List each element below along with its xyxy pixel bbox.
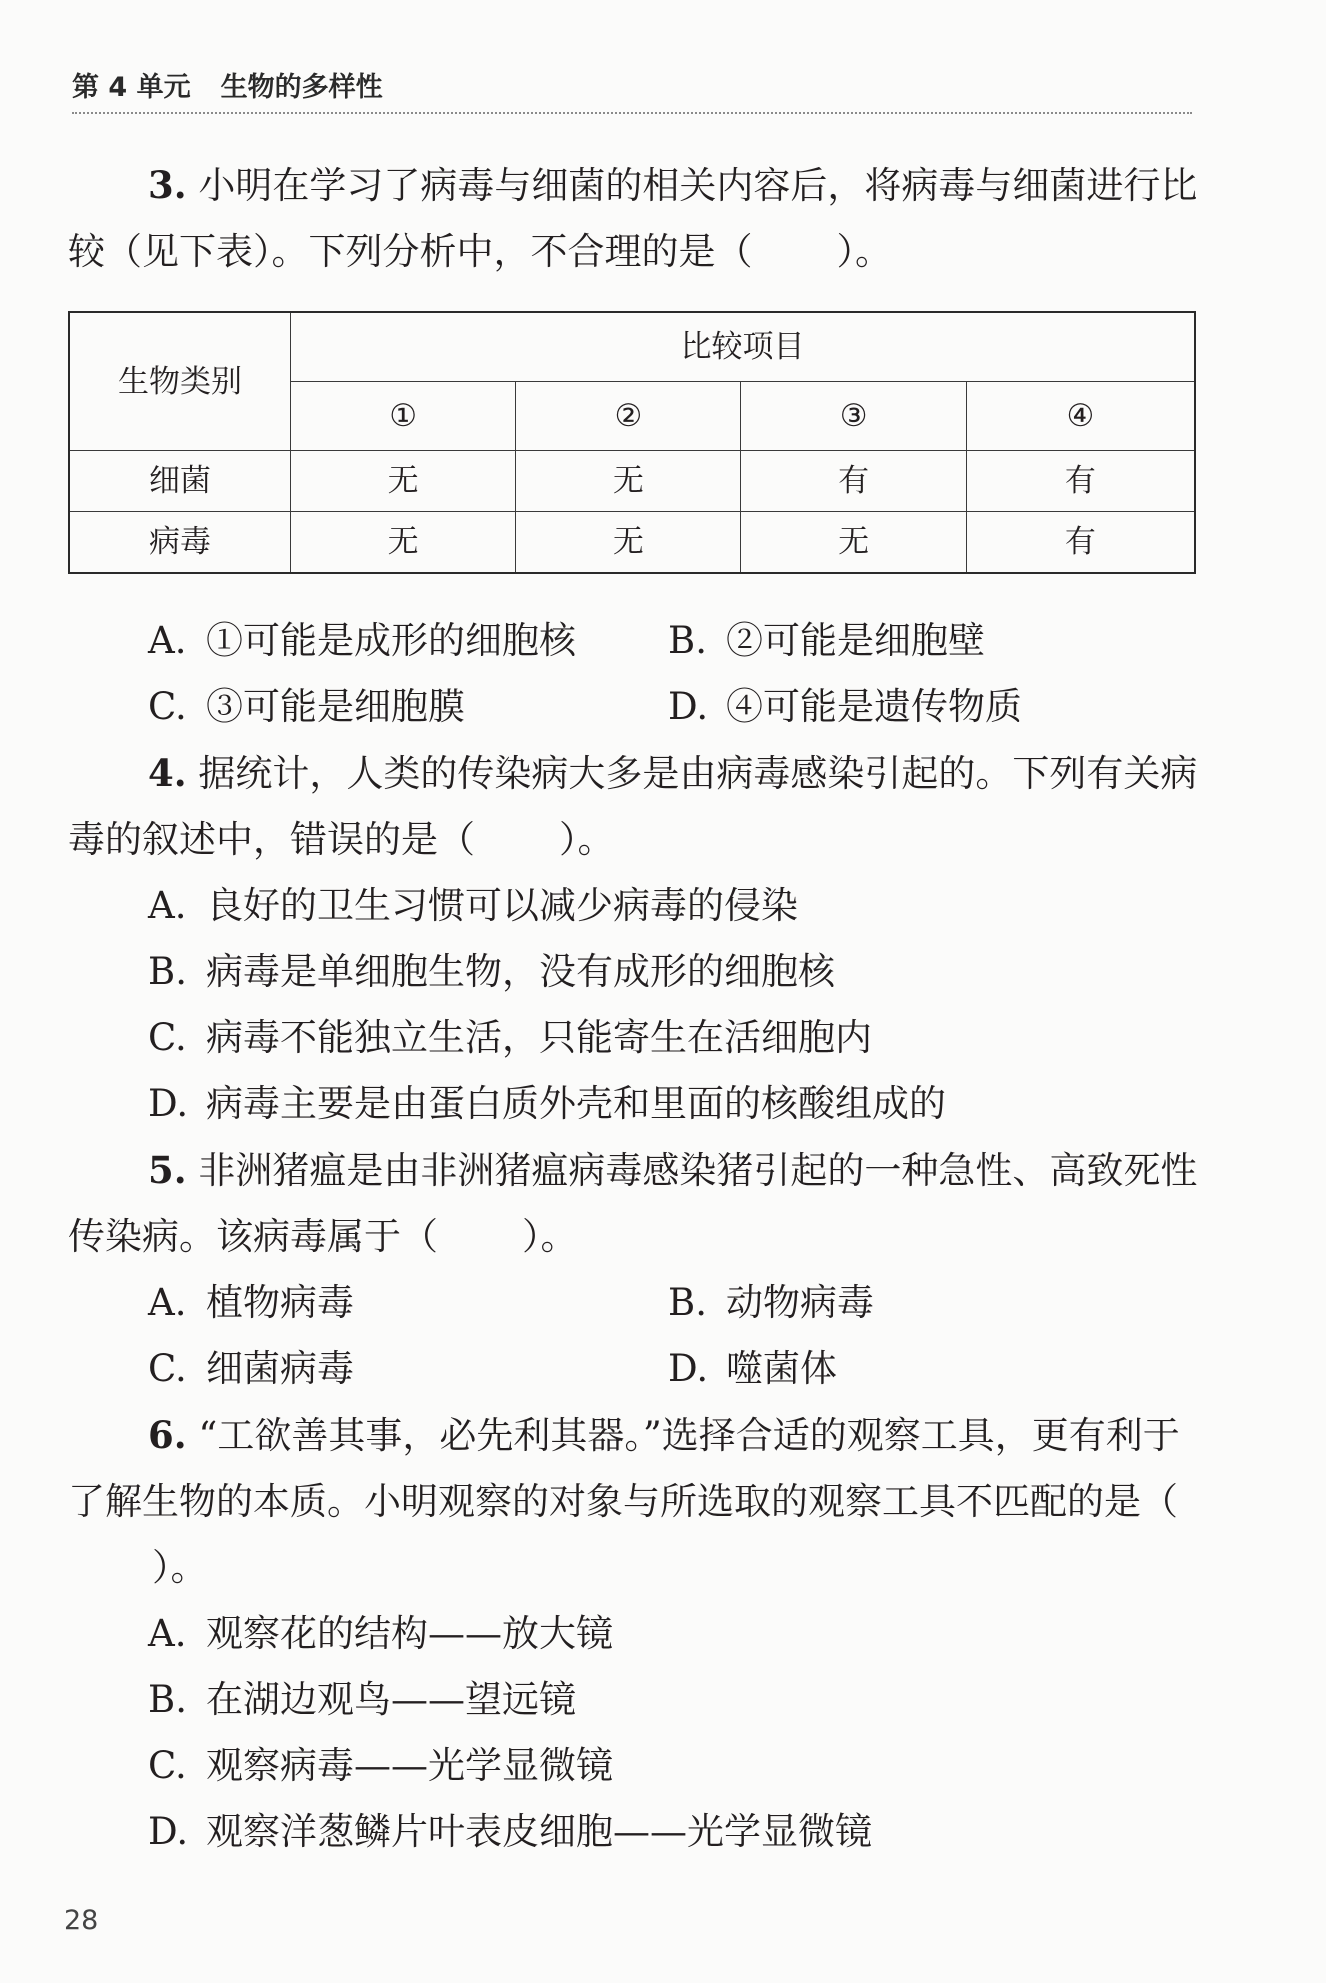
option-letter: A.: [148, 884, 187, 927]
option-letter: A.: [148, 1281, 187, 1324]
option-letter: C.: [148, 1016, 187, 1059]
row-label: 病毒: [69, 512, 291, 574]
option-text: 细菌病毒: [206, 1347, 354, 1390]
option-letter: A.: [148, 619, 187, 662]
table-col-2: ②: [516, 382, 741, 451]
option-b: [68, 939, 1198, 1005]
table-header-group: 比较项目: [291, 312, 1196, 382]
table-row: [69, 512, 1195, 574]
question-content: [68, 152, 1198, 1865]
option-text: 植物病毒: [206, 1281, 354, 1324]
table-cell: 无: [291, 512, 516, 574]
option-b: [668, 608, 1188, 674]
option-a: [68, 873, 1198, 939]
table-cell: 有: [741, 451, 966, 512]
option-letter: C.: [148, 685, 187, 728]
option-row: [68, 1336, 1198, 1402]
option-text: 观察花的结构——放大镜: [206, 1612, 613, 1655]
table-header-category: 生物类别: [69, 312, 291, 451]
question-number: 3.: [148, 163, 187, 207]
option-c: [68, 1733, 1198, 1799]
option-text: ②可能是细胞壁: [726, 619, 985, 662]
option-text: ③可能是细胞膜: [206, 685, 465, 728]
question-5-text: 非洲猪瘟是由非洲猪瘟病毒感染猪引起的一种急性、高致死性传染病。该病毒属于（: [68, 1149, 1198, 1258]
question-5-stem: [68, 1137, 1198, 1270]
table-col-1: ①: [291, 382, 516, 451]
unit-title: 生物的多样性: [220, 72, 383, 103]
question-4-text: 据统计，人类的传染病大多是由病毒感染引起的。下列有关病毒的叙述中，错误的是（: [68, 752, 1198, 861]
option-d: [668, 674, 1188, 740]
option-letter: D.: [148, 1082, 189, 1125]
option-d: [68, 1799, 1198, 1865]
unit-label: 第 4 单元: [72, 72, 191, 103]
option-letter: B.: [148, 1678, 187, 1721]
question-3-stem: [68, 152, 1198, 285]
option-text: 病毒是单细胞生物，没有成形的细胞核: [206, 950, 835, 993]
table-cell: 无: [516, 451, 741, 512]
question-number: 4.: [148, 751, 187, 795]
table-cell: 无: [741, 512, 966, 574]
running-header: [72, 68, 1192, 114]
option-letter: D.: [148, 1810, 189, 1853]
option-letter: A.: [148, 1612, 187, 1655]
option-letter: B.: [148, 950, 187, 993]
option-b: [68, 1667, 1198, 1733]
table-cell: 无: [516, 512, 741, 574]
option-a: [68, 1601, 1198, 1667]
question-3-close: ）。: [836, 230, 892, 273]
option-a: [148, 1270, 668, 1336]
option-text: 良好的卫生习惯可以减少病毒的侵染: [206, 884, 798, 927]
table-cell: 有: [966, 451, 1195, 512]
option-text: ①可能是成形的细胞核: [206, 619, 576, 662]
table-row: [69, 451, 1195, 512]
option-text: 病毒不能独立生活，只能寄生在活细胞内: [206, 1016, 872, 1059]
option-letter: D.: [668, 1347, 709, 1390]
option-text: 在湖边观鸟——望远镜: [206, 1678, 576, 1721]
question-number: 5.: [148, 1148, 187, 1192]
table-cell: 有: [966, 512, 1195, 574]
table-col-4: ④: [966, 382, 1195, 451]
page-number: 28: [64, 1905, 99, 1936]
option-a: [148, 608, 668, 674]
comparison-table: [68, 311, 1196, 574]
row-label: 细菌: [69, 451, 291, 512]
question-4-close: ）。: [559, 818, 615, 861]
option-text: 病毒主要是由蛋白质外壳和里面的核酸组成的: [206, 1082, 946, 1125]
option-text: 噬菌体: [726, 1347, 837, 1390]
option-b: [668, 1270, 1188, 1336]
question-6-text: “工欲善其事，必先利其器。”选择合适的观察工具，更有利于了解生物的本质。小明观察的对象与所选取的观察工具不匹配的是（: [68, 1414, 1180, 1523]
table-cell: 无: [291, 451, 516, 512]
question-5-close: ）。: [522, 1215, 578, 1258]
table-col-3: ③: [741, 382, 966, 451]
option-c: [148, 674, 668, 740]
option-text: 观察洋葱鳞片叶表皮细胞——光学显微镜: [206, 1810, 872, 1853]
option-letter: B.: [668, 619, 707, 662]
option-letter: C.: [148, 1744, 187, 1787]
option-c: [68, 1005, 1198, 1071]
option-letter: D.: [668, 685, 709, 728]
option-row: [68, 608, 1198, 674]
option-text: 观察病毒——光学显微镜: [206, 1744, 613, 1787]
option-letter: B.: [668, 1281, 707, 1324]
option-row: [68, 1270, 1198, 1336]
option-d: [68, 1071, 1198, 1137]
option-text: ④可能是遗传物质: [726, 685, 1022, 728]
question-number: 6.: [148, 1413, 187, 1457]
option-c: [148, 1336, 668, 1402]
option-letter: C.: [148, 1347, 187, 1390]
question-4-stem: [68, 740, 1198, 873]
question-6-stem: [68, 1402, 1198, 1601]
option-d: [668, 1336, 1188, 1402]
question-6-close: ）。: [152, 1546, 208, 1589]
option-text: 动物病毒: [726, 1281, 874, 1324]
option-row: [68, 674, 1198, 740]
question-3-text: 小明在学习了病毒与细菌的相关内容后，将病毒与细菌进行比较（见下表）。下列分析中，不合理的是（: [68, 164, 1198, 273]
